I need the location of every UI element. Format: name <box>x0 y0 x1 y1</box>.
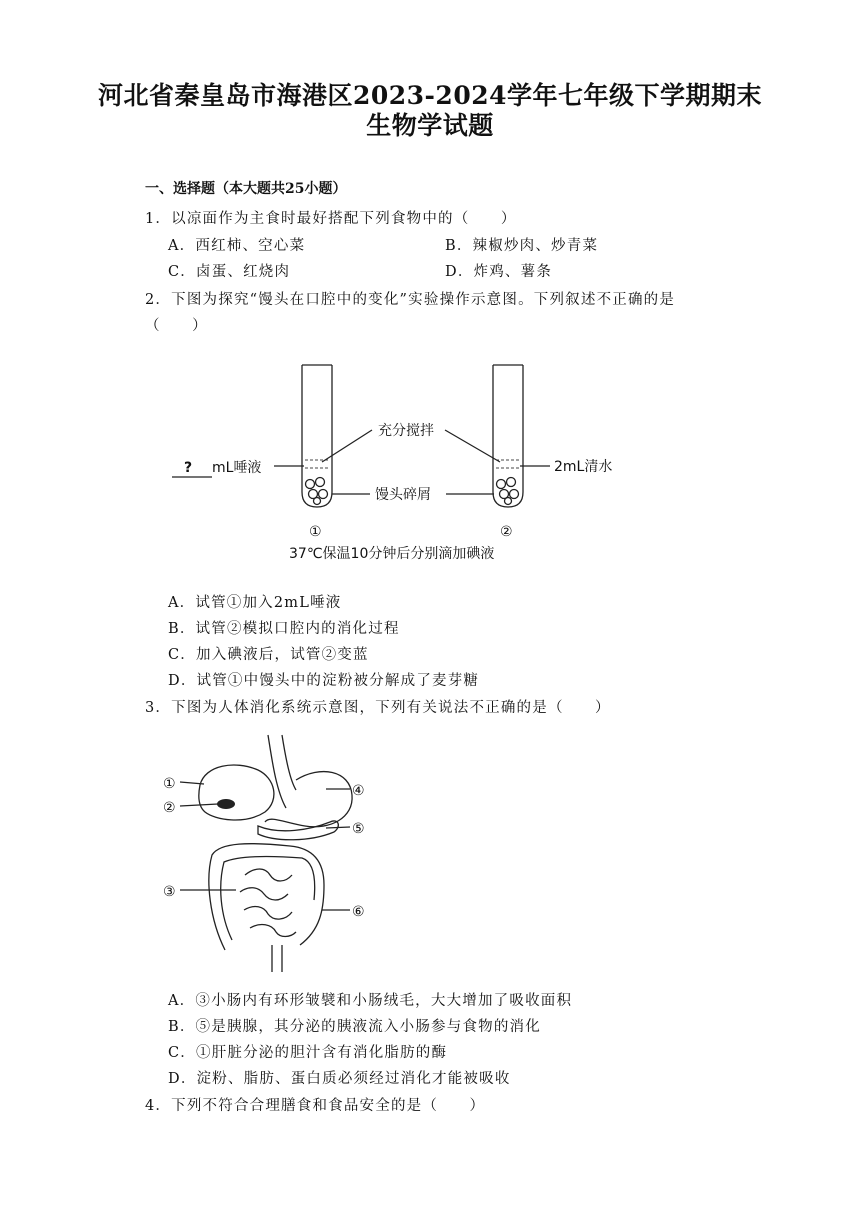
section-heading: 一、选择题（本大题共25小题） <box>145 181 347 197</box>
q1-option-d: D．炸鸡、薯条 <box>445 264 553 280</box>
q2-option-c: C．加入碘液后，试管②变蓝 <box>168 647 369 663</box>
question-2-stem-cont: （ ） <box>145 318 208 334</box>
q2-option-b: B．试管②模拟口腔内的消化过程 <box>168 621 400 637</box>
label-6: ⑥ <box>352 904 365 920</box>
question-number: 4． <box>145 1098 172 1114</box>
q1-option-a: A．西红柿、空心菜 <box>168 238 306 254</box>
q1-option-b: B．辣椒炒肉、炒青菜 <box>445 238 599 254</box>
liver <box>199 765 274 820</box>
q3-option-c: C．①肝脏分泌的胆汁含有消化脂肪的酶 <box>168 1045 448 1061</box>
page-title: 河北省秦皇岛市海港区2023-2024学年七年级下学期期末 <box>97 81 763 110</box>
question-stem: 下图为人体消化系统示意图，下列有关说法不正确的是（ ） <box>171 700 611 716</box>
label-4: ④ <box>352 783 365 799</box>
figure-caption: 37℃保温10分钟后分别滴加碘液 <box>289 546 495 562</box>
page-subtitle: 生物学试题 <box>366 111 494 140</box>
question-number: 1． <box>145 211 172 227</box>
q1-option-c: C．卤蛋、红烧肉 <box>168 264 291 280</box>
label-bread: 馒头碎屑 <box>375 487 431 503</box>
q2-option-a: A．试管①加入2mL唾液 <box>168 595 342 611</box>
q3-option-b: B．⑤是胰腺，其分泌的胰液流入小肠参与食物的消化 <box>168 1019 541 1035</box>
q3-option-a: A．③小肠内有环形皱襞和小肠绒毛，大大增加了吸收面积 <box>168 993 573 1009</box>
question-number: 3． <box>145 700 172 716</box>
label-question-mark: ? <box>184 460 193 476</box>
label-saliva: mL唾液 <box>212 460 262 476</box>
label-5: ⑤ <box>352 821 365 837</box>
question-stem: 以凉面作为主食时最好搭配下列食物中的（ ） <box>171 211 517 227</box>
q2-option-d: D．试管①中馒头中的淀粉被分解成了麦芽糖 <box>168 673 480 689</box>
q3-option-d: D．淀粉、脂肪、蛋白质必须经过消化才能被吸收 <box>168 1071 511 1087</box>
question-4 <box>145 1094 485 1115</box>
label-1: ① <box>163 776 176 792</box>
label-stir: 充分搅拌 <box>378 423 434 439</box>
stomach <box>265 772 352 827</box>
question-number: 2． <box>145 292 172 308</box>
pancreas <box>258 821 338 840</box>
label-3: ③ <box>163 884 176 900</box>
label-water: 2mL清水 <box>554 459 613 475</box>
tube-1-label: ① <box>309 524 322 540</box>
tube-2-label: ② <box>500 524 513 540</box>
question-stem: 下图为探究“馒头在口腔中的变化”实验操作示意图。下列叙述不正确的是 <box>171 292 676 308</box>
question-stem: 下列不符合合理膳食和食品安全的是（ ） <box>171 1098 486 1114</box>
label-2: ② <box>163 800 176 816</box>
gallbladder <box>217 799 235 809</box>
